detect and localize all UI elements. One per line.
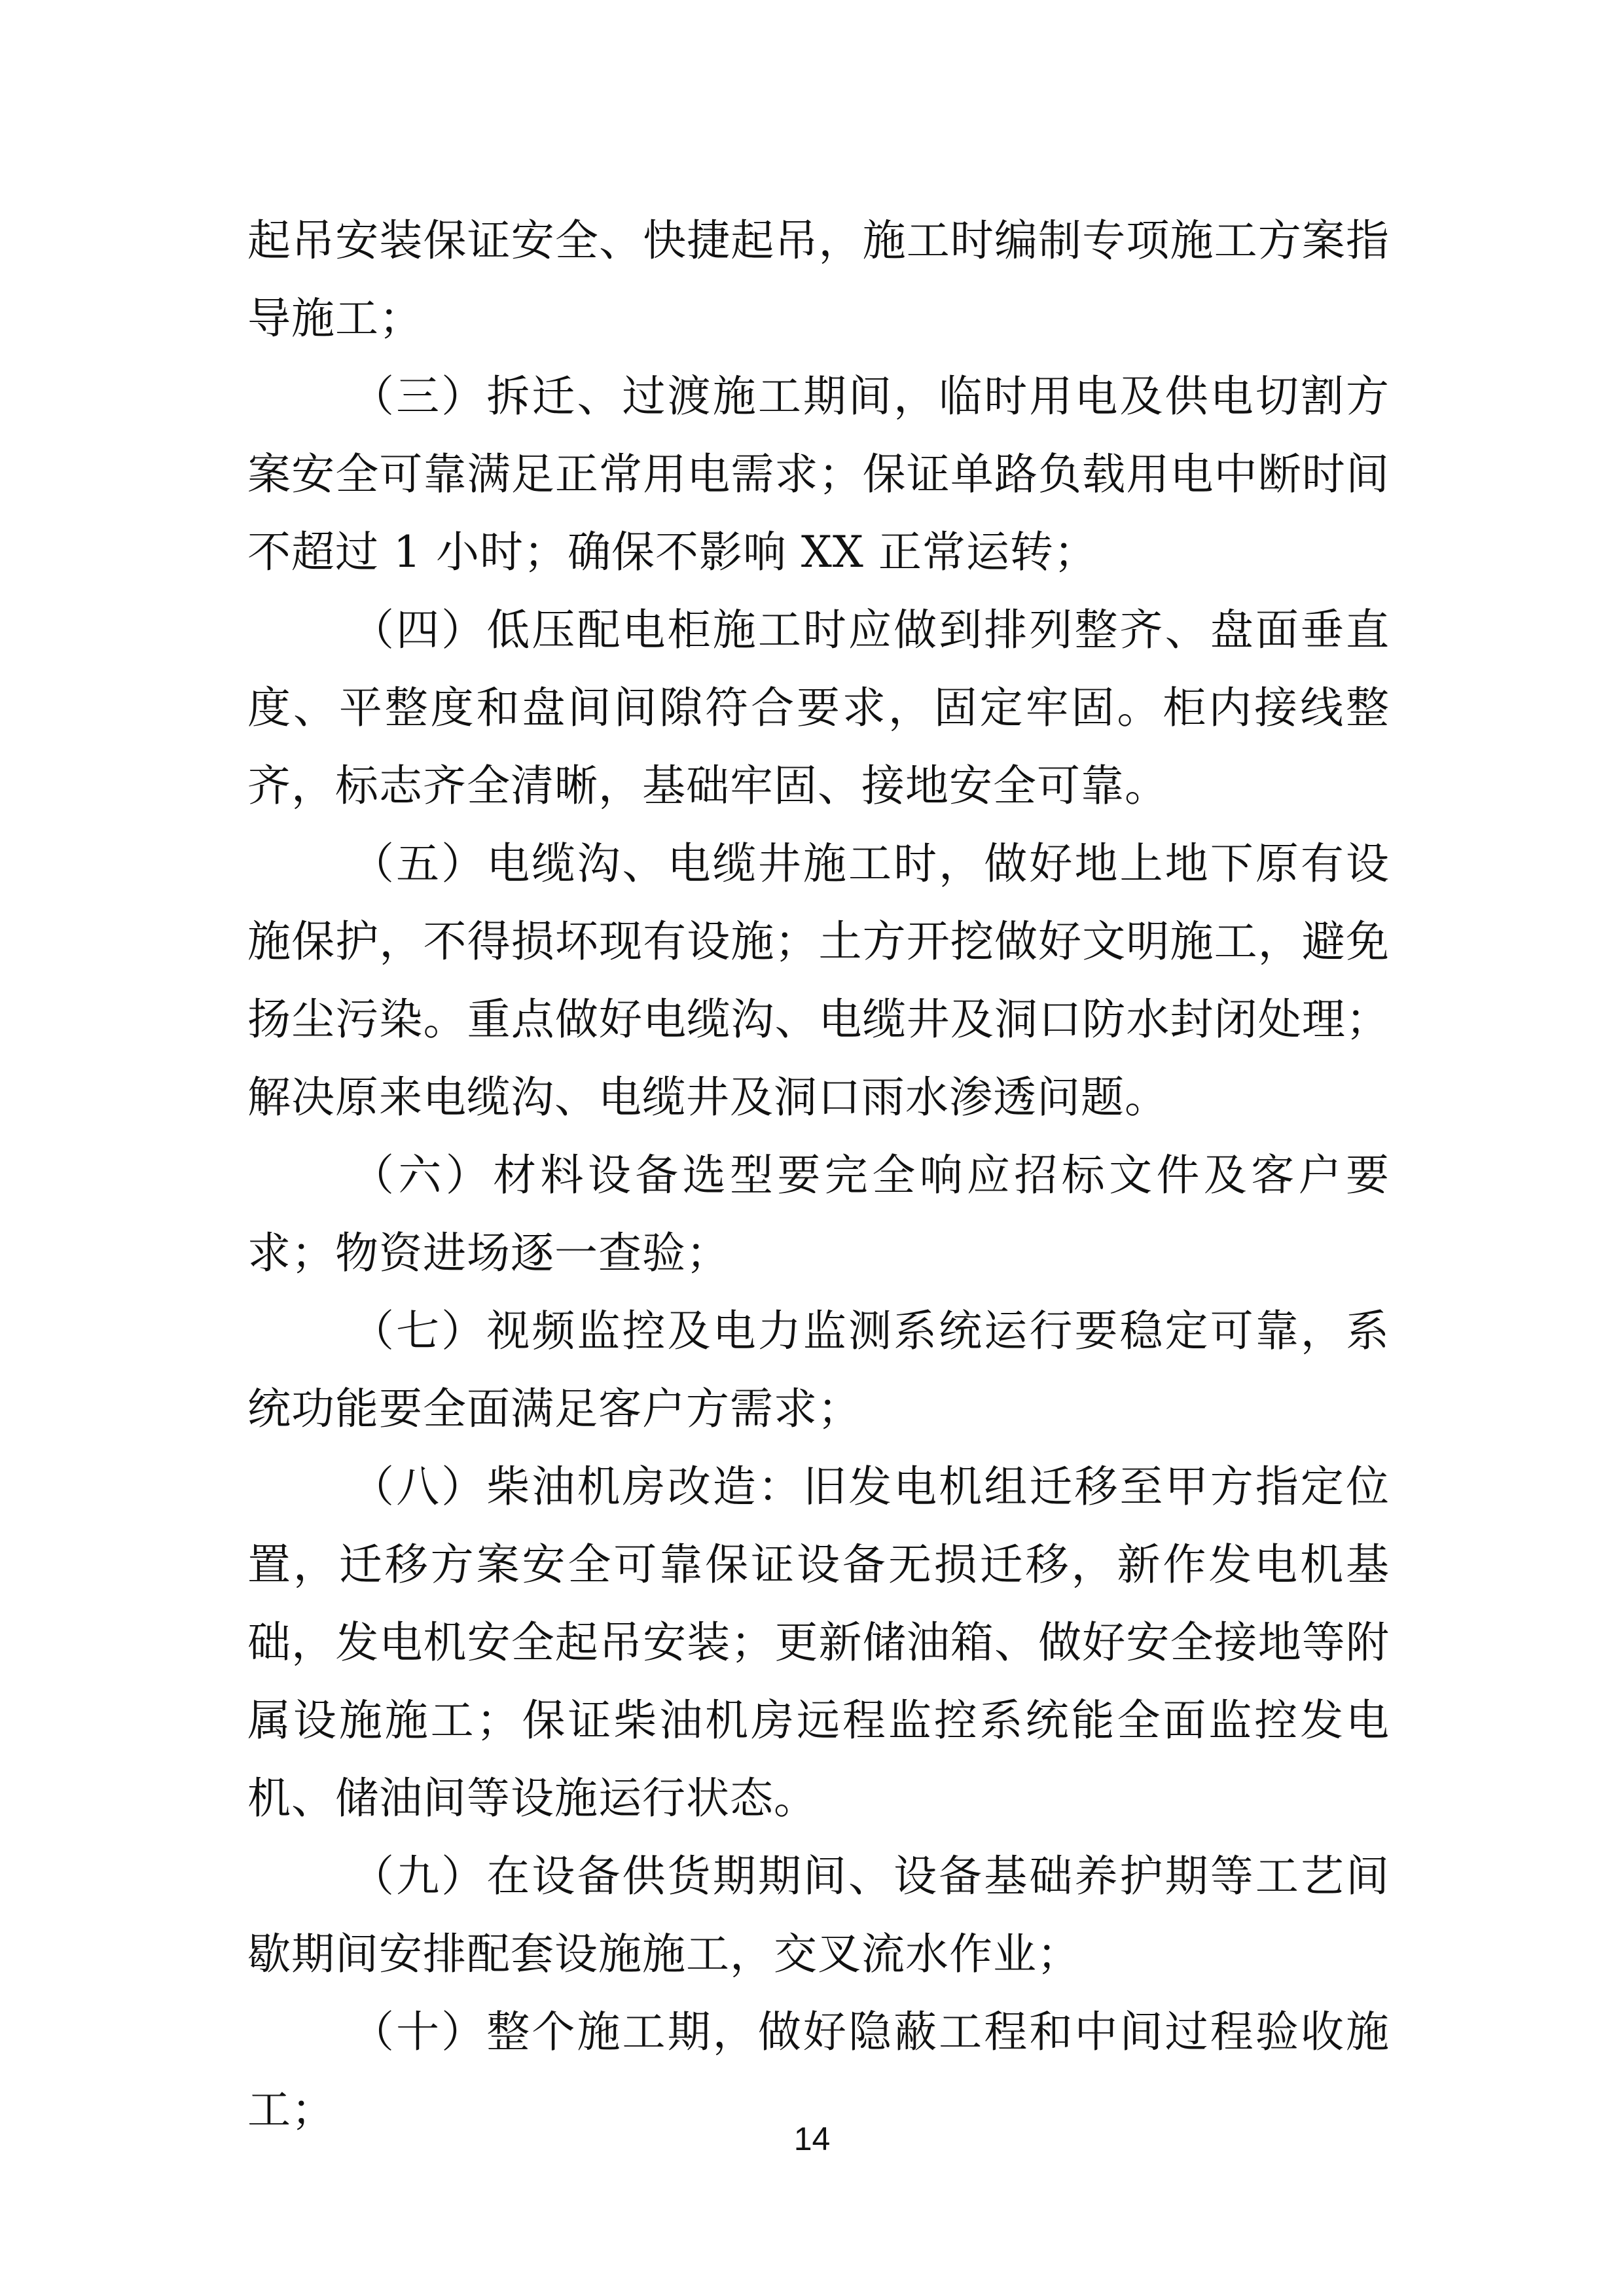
paragraph-item-9: （九）在设备供货期期间、设备基础养护期等工艺间歇期间安排配套设施施工，交叉流水作业；: [247, 1851, 1390, 1979]
document-body: [247, 202, 1390, 2149]
page-number: 14: [793, 2121, 831, 2157]
paragraph-item-3: （三）拆迁、过渡施工期间，临时用电及供电切割方案安全可靠满足正常用电需求；保证单路负载用电中断时间不超过 1 小时；确保不影响 XX 正常运转；: [247, 371, 1390, 577]
paragraph-item-10: （十）整个施工期，做好隐蔽工程和中间过程验收施工；: [247, 2007, 1390, 2135]
paragraph-item-6: （六）材料设备选型要完全响应招标文件及客户要求；物资进场逐一查验；: [247, 1150, 1390, 1278]
paragraph-item-8: （八）柴油机房改造：旧发电机组迁移至甲方指定位置，迁移方案安全可靠保证设备无损迁移，新作发电机基础，发电机安全起吊安装；更新储油箱、做好安全接地等附属设施施工；保证柴油机房远程监控系统能全面监控发电机、储油间等设施运行状态。: [247, 1462, 1390, 1823]
paragraph-item-7: （七）视频监控及电力监测系统运行要稳定可靠，系统功能要全面满足客户方需求；: [247, 1306, 1390, 1434]
paragraph-item-4: （四）低压配电柜施工时应做到排列整齐、盘面垂直度、平整度和盘间间隙符合要求，固定牢固。柜内接线整齐，标志齐全清晰，基础牢固、接地安全可靠。: [247, 605, 1390, 811]
paragraph-continuation: 起吊安装保证安全、快捷起吊，施工时编制专项施工方案指导施工；: [247, 215, 1390, 344]
paragraph-item-5: （五）电缆沟、电缆井施工时，做好地上地下原有设施保护，不得损坏现有设施；土方开挖做好文明施工，避免扬尘污染。重点做好电缆沟、电缆井及洞口防水封闭处理；解决原来电缆沟、电缆井及洞口雨水渗透问题。: [247, 838, 1390, 1122]
